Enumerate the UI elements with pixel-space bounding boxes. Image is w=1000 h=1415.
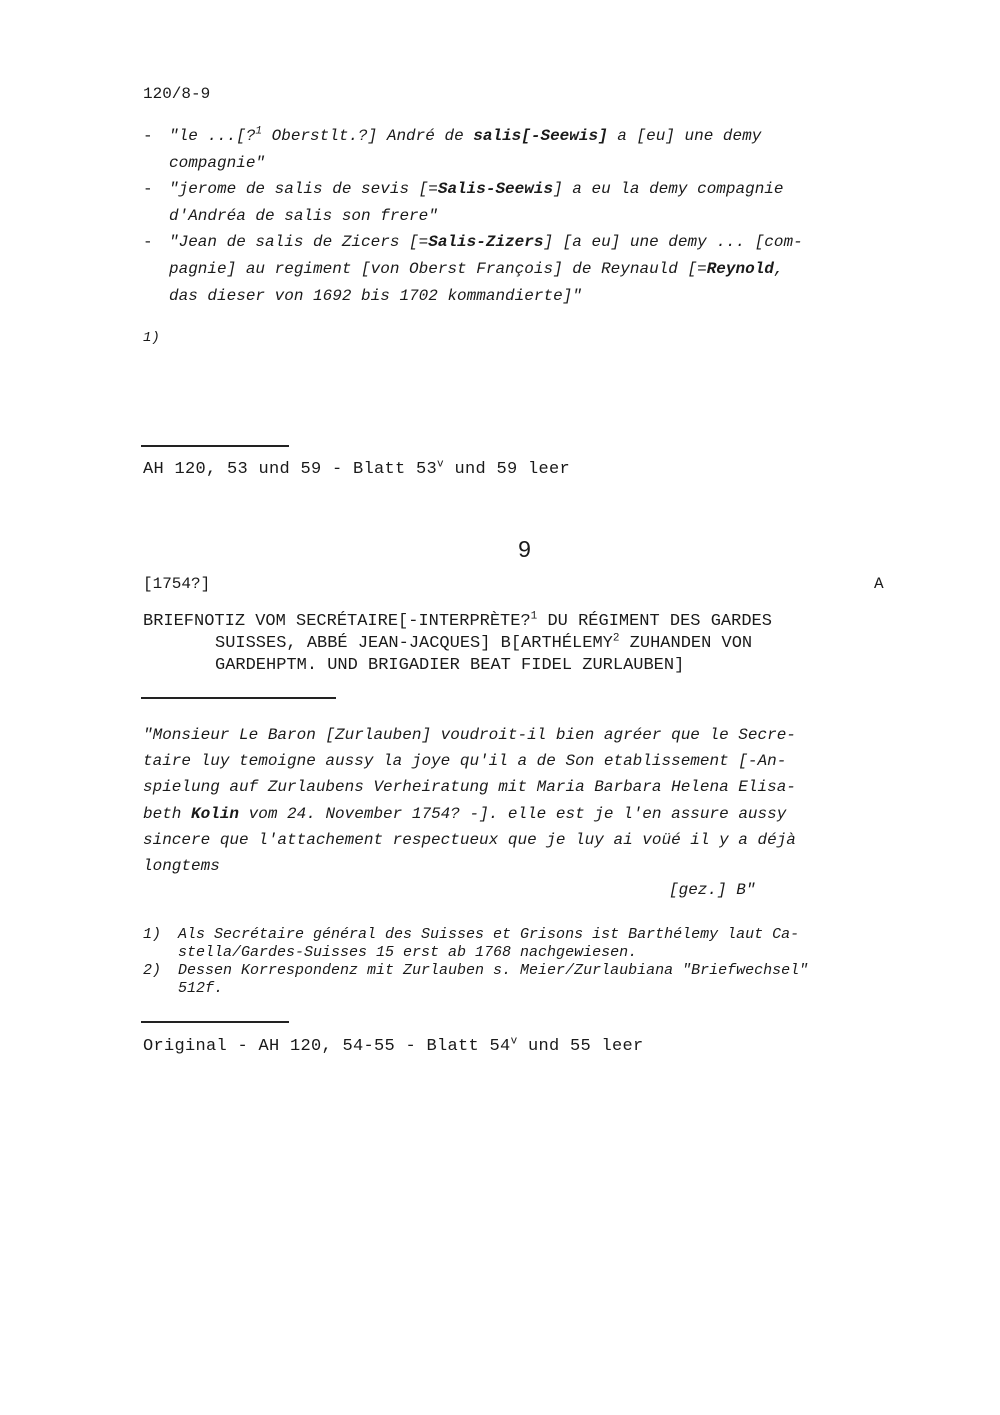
divider [141, 445, 289, 447]
list-dash: - [143, 233, 153, 251]
document-date: [1754?] [143, 575, 211, 593]
list-item-text: "Jean de salis de Zicers [=Salis-Zizers] [a eu] une demy ... [com- pagnie] au regiment [von Oberst François] de Reynauld [=Reynold, das dieser von 1692 bis 1702 kommandierte]" [169, 233, 803, 305]
list-item-text: "jerome de salis de sevis [=Salis-Seewis] a eu la demy compagnie d'Andréa de salis son frere" [169, 180, 784, 225]
list-item [143, 229, 913, 310]
source-note: Original - AH 120, 54-55 - Blatt 54$^v$ und 55 leer [143, 1035, 644, 1056]
divider [141, 1021, 289, 1023]
divider [141, 697, 336, 699]
list-dash: - [143, 127, 153, 145]
list-item-text: "le ...[?$^1$ Oberstlt.?] André de salis[-Seewis] a [eu] une demy compagnie" [169, 125, 762, 172]
name-highlight: Salis-Zizers [428, 233, 544, 251]
footnotes [143, 926, 903, 998]
list-item [143, 123, 913, 177]
list-dash: - [143, 180, 153, 198]
footnote: 1) Als Secrétaire général des Suisses et Grisons ist Barthélemy laut Ca- stella/Gardes-Suisses 15 erst ab 1768 nachgewiesen. [143, 926, 800, 961]
letter-text: "Monsieur Le Baron [Zurlauben] voudroit-il bien agréer que le Secre- taire luy temoigne aussy la joye qu'il a de Son etablissement [-An- spielung auf Zurlaubens Verheiratung mit Maria Barbara Helena Elisa- beth Kolin vom 24. November 1754? -]. elle est je l'en assure aussy sincere que l'attachement respectueux que je luy ai voüé il y a déjà longtems [143, 726, 796, 876]
source-note: AH 120, 53 und 59 - Blatt 53$^v$ und 59 leer [143, 458, 570, 479]
footnote-marker: 1) [143, 330, 160, 346]
footnote: 2) Dessen Korrespondenz mit Zurlauben s. Meier/Zurlaubiana "Briefwechsel" 512f. [143, 962, 809, 997]
name-highlight: Salis-Seewis [437, 180, 554, 198]
name-highlight: Kolin [191, 804, 240, 823]
name-highlight: salis[-Seewis] [473, 127, 608, 145]
document-number: 9 [518, 536, 531, 562]
signature: [gez.] B" [669, 881, 756, 899]
document-title: BRIEFNOTIZ VOM SECRÉTAIRE[-INTERPRÈTE?$^1$ DU RÉGIMENT DES GARDES SUISSES, ABBÉ JEAN-JACQUES] B[ARTHÉLEMY$^2$ ZUHANDEN VON GARDEHPTM. UND BRIGADIER BEAT FIDEL ZURLAUBEN] [143, 610, 772, 675]
list-item [143, 176, 913, 230]
page-reference: 120/8-9 [143, 85, 211, 103]
document-grade: A [874, 575, 884, 593]
name-highlight: Reynold [706, 260, 774, 278]
